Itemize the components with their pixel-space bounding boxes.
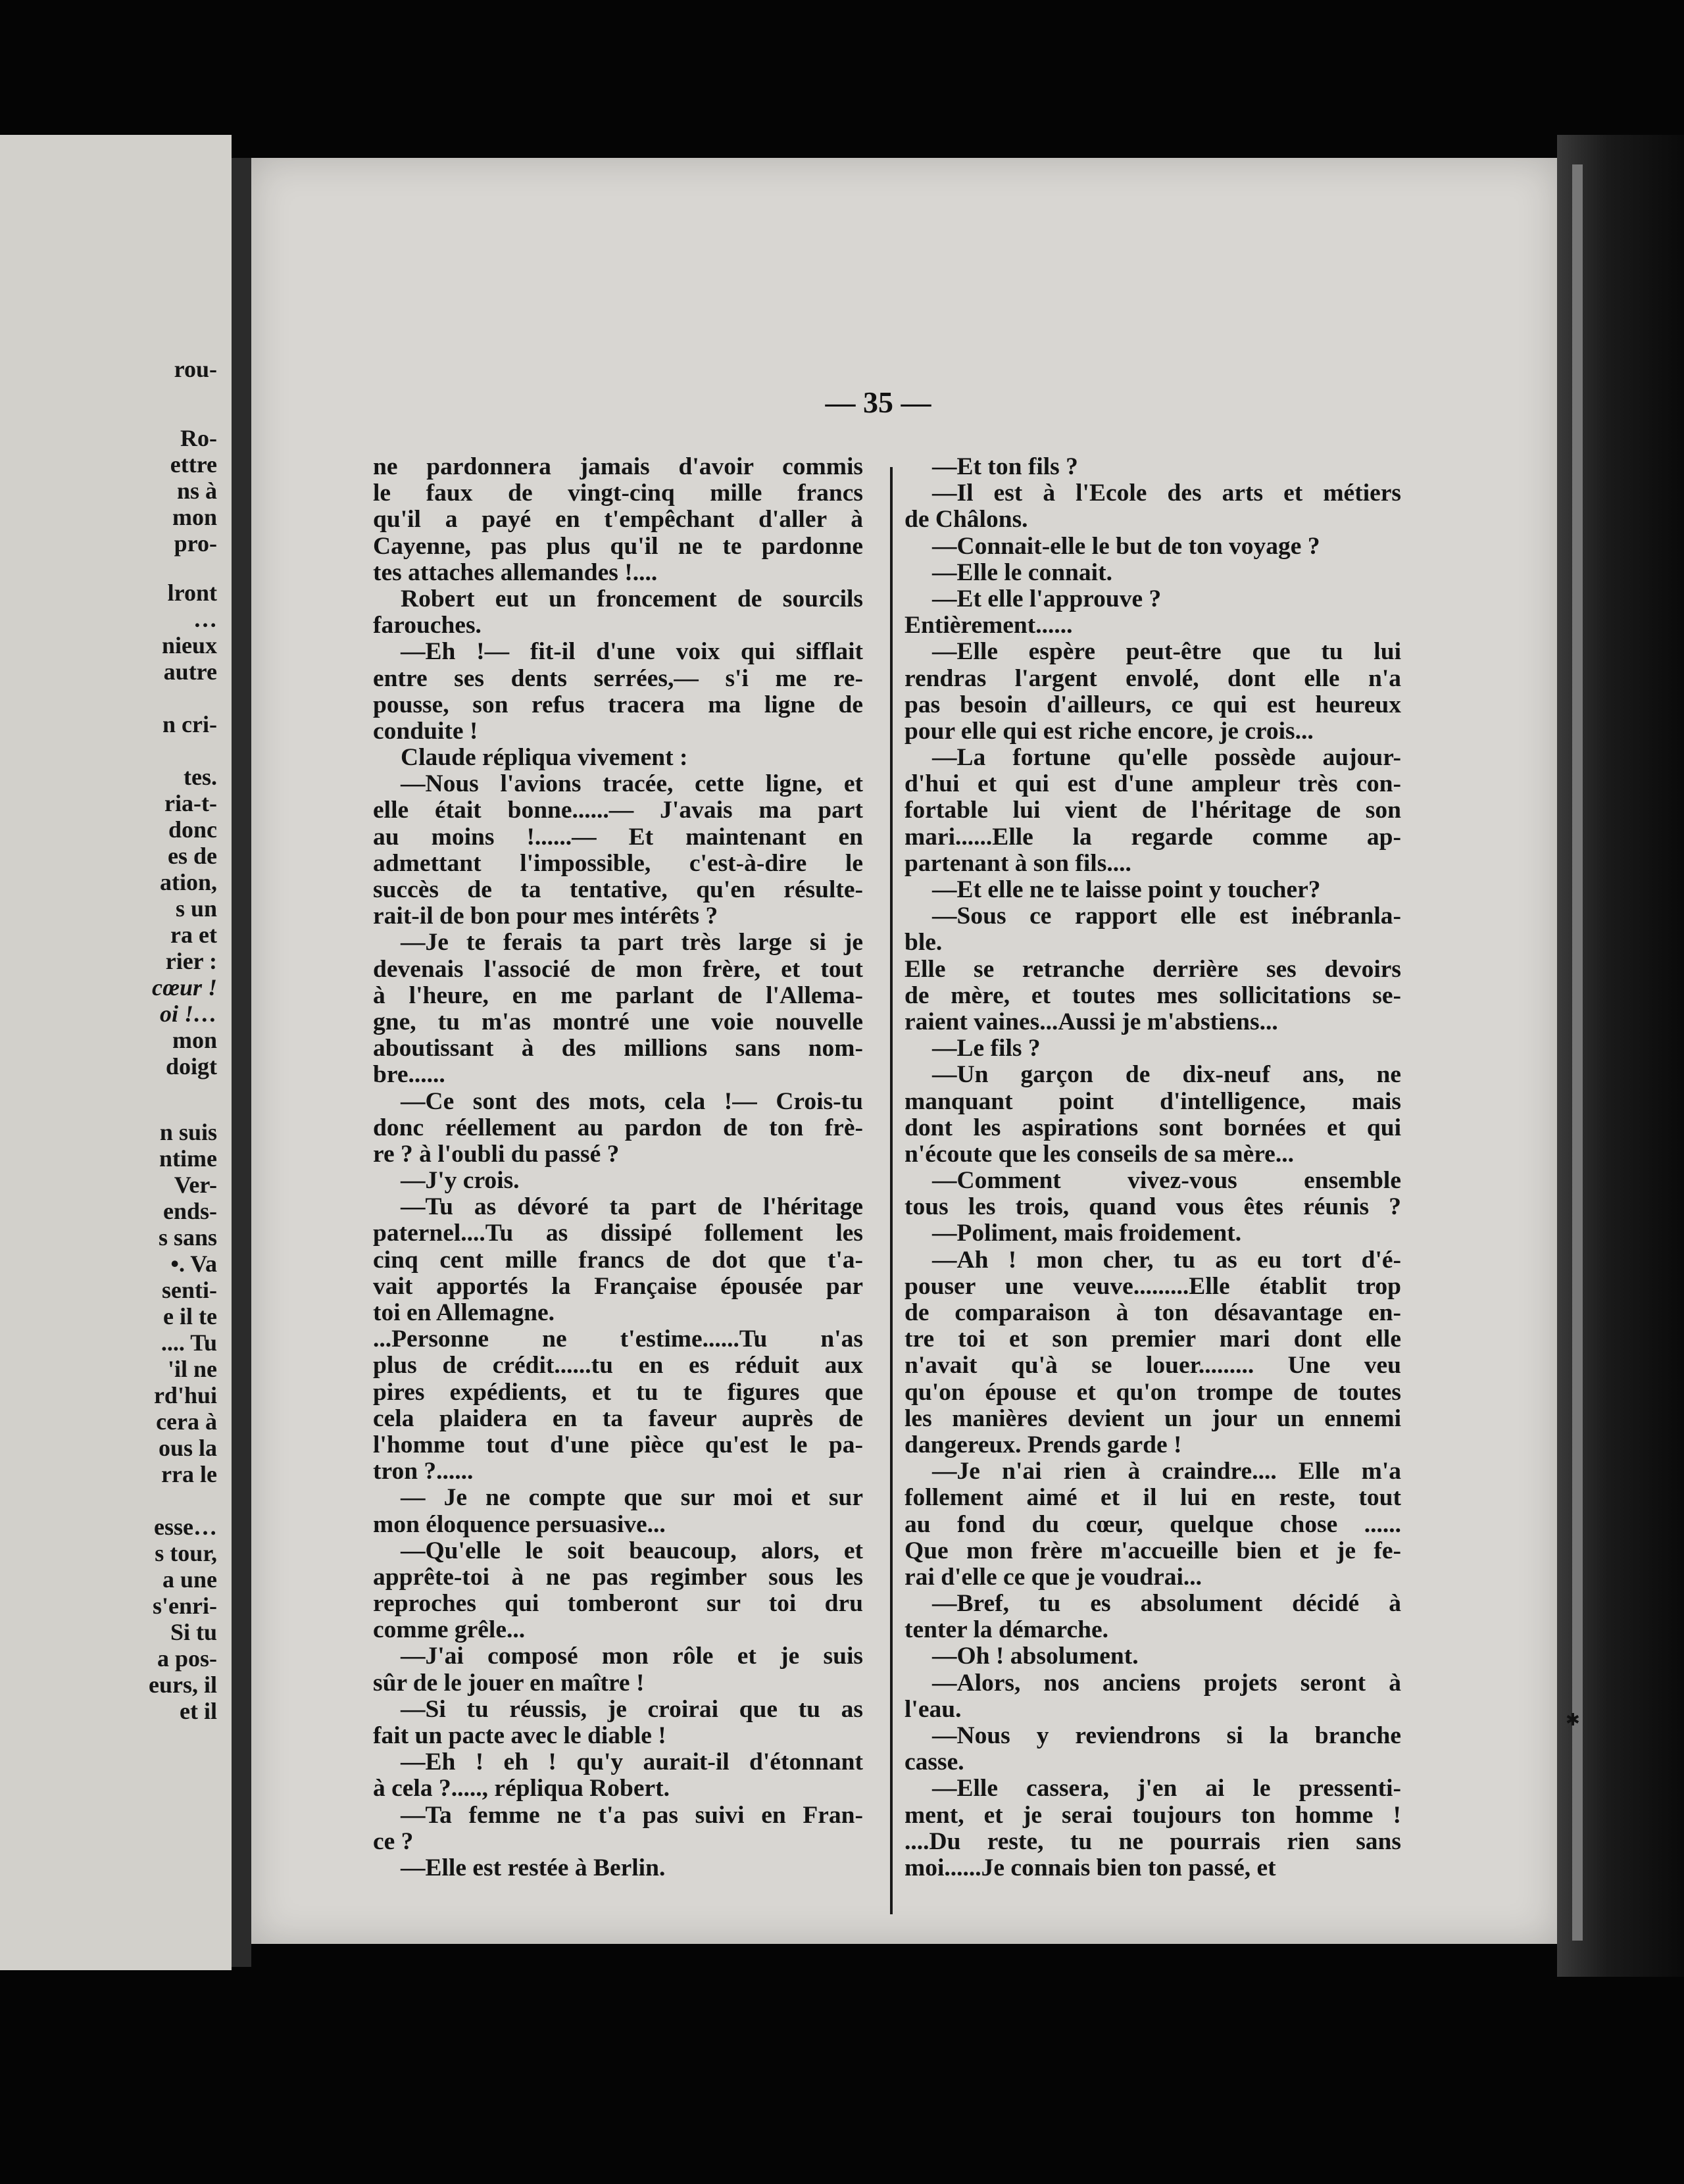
text-line: Robert eut un froncement de sourcils (401, 585, 863, 612)
text-line: plus de crédit......tu en es réduit aux (373, 1353, 863, 1379)
facing-page-text-fragment: Ro- (180, 425, 217, 451)
facing-page-text-fragment: ra et (170, 922, 217, 948)
facing-page-text-fragment: s sans (158, 1224, 217, 1251)
text-line: qu'on épouse et qu'on trompe de toutes (904, 1379, 1401, 1406)
facing-page-text-fragment: pro- (174, 530, 217, 557)
text-line: fait un pacte avec le diable ! (373, 1723, 666, 1749)
facing-page-text-fragment: ria-t- (164, 790, 217, 816)
text-line: Cayenne, pas plus qu'il ne te pardonne (373, 533, 863, 560)
text-line: —Elle le connait. (932, 559, 1112, 586)
text-line: ...Personne ne t'estime......Tu n'as (373, 1326, 863, 1353)
facing-page-text-fragment: doigt (165, 1053, 217, 1080)
text-line: pouser une veuve.........Elle établit trop (904, 1273, 1401, 1300)
text-line: cela plaidera en ta faveur auprès de (373, 1405, 863, 1432)
column-divider (890, 467, 893, 1914)
facing-page-text-fragment: rou- (174, 356, 217, 382)
facing-page-text-fragment: ns à (176, 478, 217, 504)
facing-page-text-fragment: mon (172, 504, 217, 530)
facing-page-text-fragment: rier : (165, 948, 217, 974)
facing-page-left (0, 135, 232, 1970)
text-line: —J'ai composé mon rôle et je suis (401, 1643, 863, 1670)
text-line: qu'il a payé en t'empêchant d'aller à (373, 507, 863, 534)
text-line: partenant à son fils.... (904, 850, 1131, 877)
facing-page-text-fragment: a pos- (157, 1645, 217, 1672)
facing-page-text-fragment: •. Va (170, 1251, 217, 1277)
text-line: bre...... (373, 1062, 445, 1089)
text-line: —Et elle ne te laisse point y toucher? (932, 877, 1321, 903)
facing-page-text-fragment: e il te (163, 1303, 217, 1329)
facing-page-text-fragment: Si tu (170, 1619, 217, 1645)
asterisk-mark: ✱ (1566, 1710, 1580, 1730)
text-line: d'hui et qui est d'une ampleur très con- (904, 771, 1401, 798)
text-line: —Ah ! mon cher, tu as eu tort d'é- (932, 1247, 1401, 1274)
text-line: —Elle espère peut-être que tu lui (932, 639, 1401, 666)
facing-page-text-fragment: rd'hui (153, 1382, 217, 1408)
text-line: tenter la démarche. (904, 1617, 1108, 1644)
text-line: reproches qui tomberont sur toi dru (373, 1591, 863, 1618)
facing-page-text-fragment: tes. (184, 764, 217, 790)
text-line: sûr de le jouer en maître ! (373, 1670, 645, 1697)
text-column-left (373, 454, 863, 1881)
text-line: apprête-toi à ne pas regimber sous les (373, 1564, 863, 1591)
facing-page-text-fragment: et il (180, 1698, 217, 1724)
text-line: cinq cent mille francs de dot que t'a- (373, 1247, 863, 1274)
text-line: —Poliment, mais froidement. (932, 1220, 1242, 1247)
text-line: rait-il de bon pour mes intérêts ? (373, 903, 718, 930)
text-line: —Et ton fils ? (932, 454, 1078, 480)
text-line: —Alors, nos anciens projets seront à (932, 1670, 1401, 1697)
text-line: le faux de vingt-cinq mille francs (373, 480, 863, 507)
text-line: tes attaches allemandes !.... (373, 559, 658, 586)
text-line: devenais l'associé de mon frère, et tout (373, 956, 863, 983)
text-line: —Oh ! absolument. (932, 1643, 1139, 1670)
text-line: entre ses dents serrées,— s'i me re- (373, 665, 863, 692)
facing-page-text-fragment: ettre (170, 451, 217, 478)
text-line: mari......Elle la regarde comme ap- (904, 824, 1401, 851)
text-line: Que mon frère m'accueille bien et je fe- (904, 1537, 1401, 1564)
text-line: vait apportés la Française épousée par (373, 1273, 863, 1300)
facing-page-text-fragment: cera à (156, 1408, 217, 1435)
facing-page-text-fragment: cœur ! (151, 974, 217, 1001)
text-line: —Ce sont des mots, cela !— Crois-tu (401, 1088, 863, 1115)
text-line: —Tu as dévoré ta part de l'héritage (401, 1194, 863, 1221)
text-line: fortable lui vient de l'héritage de son (904, 797, 1401, 824)
text-line: —Il est à l'Ecole des arts et métiers (932, 480, 1401, 507)
text-line: —Elle cassera, j'en ai le pressenti- (932, 1775, 1401, 1802)
text-line: n'avait qu'à se louer......... Une veu (904, 1353, 1401, 1379)
text-line: pires expédients, et tu te figures que (373, 1379, 863, 1406)
text-line: de Châlons. (904, 507, 1028, 534)
facing-page-text-fragment: autre (163, 658, 217, 685)
facing-page-text-fragment: … (193, 606, 217, 632)
facing-page-text-fragment: ends- (162, 1198, 217, 1224)
facing-page-text-fragment: senti- (162, 1277, 217, 1303)
text-line: farouches. (373, 612, 482, 639)
text-line: ment, et je serai toujours ton homme ! (904, 1802, 1401, 1829)
text-line: mon éloquence persuasive... (373, 1511, 666, 1538)
text-line: pas besoin d'ailleurs, ce qui est heureux (904, 691, 1401, 718)
text-line: —Je te ferais ta part très large si je (401, 930, 863, 956)
text-line: aboutissant à des millions sans nom- (373, 1035, 863, 1062)
text-line: Claude répliqua vivement : (401, 745, 688, 772)
text-line: conduite ! (373, 718, 478, 745)
facing-page-text-fragment: oi !… (159, 1001, 217, 1027)
text-line: —Connait-elle le but de ton voyage ? (932, 533, 1320, 560)
text-line: re ? à l'oubli du passé ? (373, 1141, 620, 1168)
facing-page-text-fragment: 'il ne (167, 1356, 217, 1382)
text-line: de comparaison à ton désavantage en- (904, 1300, 1401, 1326)
text-line: —Sous ce rapport elle est inébranla- (932, 903, 1401, 930)
text-line: donc réellement au pardon de ton frè- (373, 1114, 863, 1141)
text-line: elle était bonne......— J'avais ma part (373, 797, 863, 824)
text-line: —Nous y reviendrons si la branche (932, 1723, 1401, 1749)
facing-page-text-fragment: n suis (159, 1119, 217, 1145)
facing-page-text-fragment: nieux (161, 632, 217, 658)
text-line: —Je n'ai rien à craindre.... Elle m'a (932, 1458, 1401, 1485)
facing-page-text-fragment: a une (162, 1566, 217, 1593)
text-line: succès de ta tentative, qu'en résulte- (373, 877, 863, 903)
facing-page-text-fragment: rra le (161, 1461, 217, 1487)
text-line: l'eau. (904, 1696, 962, 1723)
facing-page-text-fragment: esse… (154, 1514, 217, 1540)
facing-page-text-fragment: ous la (158, 1435, 217, 1461)
text-line: —Et elle l'approuve ? (932, 585, 1162, 612)
text-line: —Un garçon de dix-neuf ans, ne (932, 1062, 1401, 1089)
text-line: casse. (904, 1749, 964, 1776)
facing-page-text-fragment: Ver- (174, 1172, 217, 1198)
text-line: —Nous l'avions tracée, cette ligne, et (401, 771, 863, 798)
text-line: ne pardonnera jamais d'avoir commis (373, 454, 863, 480)
text-line: ble. (904, 930, 943, 956)
text-line: paternel....Tu as dissipé follement les (373, 1220, 863, 1247)
text-line: —Qu'elle le soit beaucoup, alors, et (401, 1537, 863, 1564)
text-line: pousse, son refus tracera ma ligne de (373, 691, 863, 718)
page-stack-edge (1572, 164, 1583, 1941)
text-line: gne, tu m'as montré une voie nouvelle (373, 1008, 863, 1035)
text-line: à l'heure, en me parlant de l'Allema- (373, 982, 863, 1009)
facing-page-text-fragment: eurs, il (149, 1672, 217, 1698)
text-line: toi en Allemagne. (373, 1300, 555, 1326)
text-line: l'homme tout d'une pièce qu'est le pa- (373, 1431, 863, 1458)
text-line: tre toi et son premier mari dont elle (904, 1326, 1401, 1353)
text-line: —Si tu réussis, je croirai que tu as (401, 1696, 863, 1723)
text-line: dont les aspirations sont bornées et qui (904, 1114, 1401, 1141)
text-line: —Eh !— fit-il d'une voix qui sifflait (401, 639, 863, 666)
text-line: —J'y crois. (401, 1168, 520, 1195)
text-line: comme grêle... (373, 1617, 526, 1644)
facing-page-text-fragment: .... Tu (161, 1329, 217, 1356)
text-line: moi......Je connais bien ton passé, et (904, 1854, 1276, 1881)
text-line: —Eh ! eh ! qu'y aurait-il d'étonnant (401, 1749, 863, 1776)
page-number: — 35 — (825, 385, 931, 419)
text-line: —Bref, tu es absolument décidé à (932, 1591, 1401, 1618)
text-line: à cela ?....., répliqua Robert. (373, 1775, 670, 1802)
text-line: dangereux. Prends garde ! (904, 1431, 1182, 1458)
text-line: admettant l'impossible, c'est-à-dire le (373, 850, 863, 877)
text-line: Entièrement...... (904, 612, 1073, 639)
text-line: au moins !......— Et maintenant en (373, 824, 863, 851)
text-line: ce ? (373, 1828, 414, 1855)
facing-page-text-fragment: s'enri- (153, 1593, 217, 1619)
facing-page-text-fragment: es de (168, 843, 217, 869)
text-line: rai d'elle ce que je voudrai... (904, 1564, 1202, 1591)
text-line: —Elle est restée à Berlin. (401, 1854, 666, 1881)
facing-page-text-fragment: ation, (159, 869, 217, 895)
text-line: de mère, et toutes mes sollicitations se- (904, 982, 1401, 1009)
text-line: follement aimé et il lui en reste, tout (904, 1485, 1401, 1512)
facing-page-text-fragment: donc (168, 816, 217, 843)
book-binding (232, 158, 251, 1967)
text-line: Elle se retranche derrière ses devoirs (904, 956, 1401, 983)
facing-page-text-fragment: s un (175, 895, 217, 922)
text-line: manquant point d'intelligence, mais (904, 1088, 1401, 1115)
text-column-right (904, 454, 1401, 1881)
text-line: n'écoute que les conseils de sa mère... (904, 1141, 1294, 1168)
text-line: tron ?...... (373, 1458, 474, 1485)
text-line: —Ta femme ne t'a pas suivi en Fran- (401, 1802, 863, 1829)
facing-page-text-fragment: lront (167, 580, 217, 606)
text-line: pour elle qui est riche encore, je crois... (904, 718, 1314, 745)
text-line: —La fortune qu'elle possède aujour- (932, 745, 1401, 772)
text-line: raient vaines...Aussi je m'abstiens... (904, 1008, 1278, 1035)
text-line: — Je ne compte que sur moi et sur (401, 1485, 863, 1512)
facing-page-text-fragment: s tour, (155, 1540, 217, 1566)
facing-page-text-fragment: n cri- (162, 711, 217, 737)
text-line: au fond du cœur, quelque chose ...... (904, 1511, 1401, 1538)
text-line: —Le fils ? (932, 1035, 1041, 1062)
text-line: rendras l'argent envolé, dont elle n'a (904, 665, 1401, 692)
text-line: —Comment vivez-vous ensemble (932, 1168, 1401, 1195)
facing-page-text-fragment: mon (172, 1027, 217, 1053)
text-line: ....Du reste, tu ne pourrais rien sans (904, 1828, 1401, 1855)
text-line: tous les trois, quand vous êtes réunis ? (904, 1194, 1401, 1221)
facing-page-text-fragment: ntime (159, 1145, 217, 1172)
text-line: les manières devient un jour un ennemi (904, 1405, 1401, 1432)
